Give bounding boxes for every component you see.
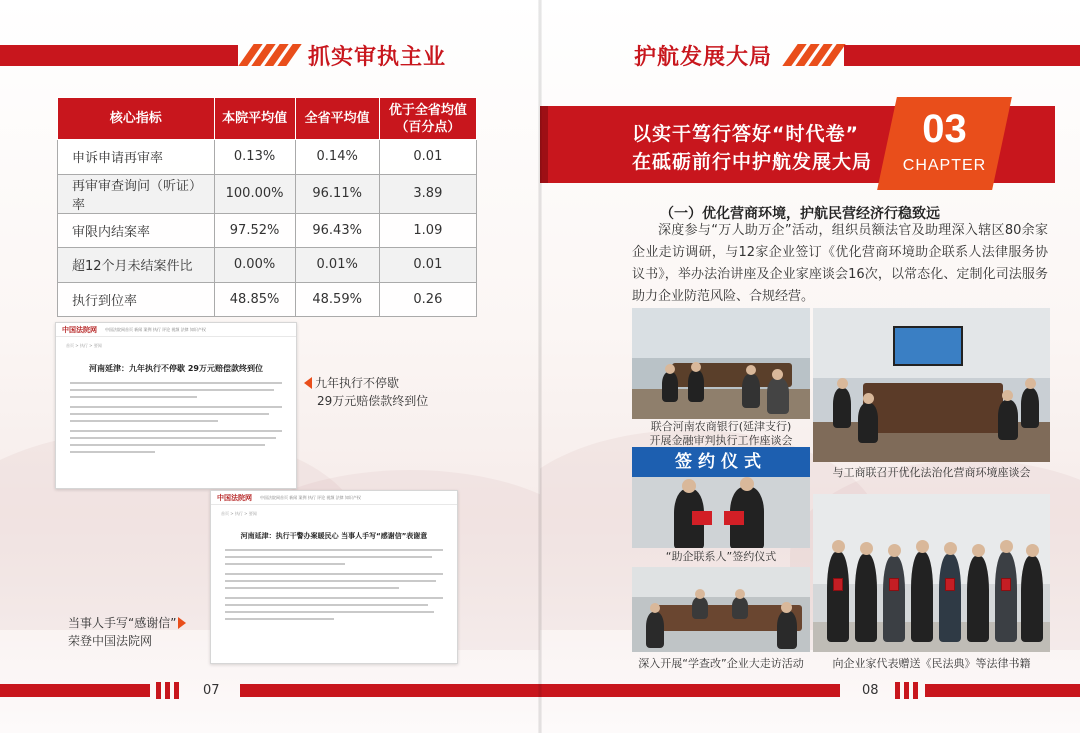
court-value: 48.85% — [214, 282, 295, 317]
chapter-title-line: 在砥砺前行中护航发展大局 — [632, 151, 873, 173]
table-header: 优于全省均值（百分点） — [379, 98, 476, 140]
metric-name: 再审审查询问（听证）率 — [58, 174, 215, 213]
right-page — [540, 0, 1080, 733]
caption-line: 荣登中国法院网 — [68, 634, 153, 648]
header-stripes — [246, 44, 294, 66]
group-photo — [813, 494, 1050, 652]
page-number: 07 — [203, 683, 220, 698]
table-row — [58, 248, 477, 283]
province-value: 0.01% — [295, 248, 379, 283]
province-value: 48.59% — [295, 282, 379, 317]
table-row — [58, 140, 477, 175]
province-value: 96.11% — [295, 174, 379, 213]
photo-caption — [632, 420, 810, 448]
caption-line: 29万元赔偿款终到位 — [317, 394, 429, 408]
footer-bars — [156, 682, 179, 699]
article-screenshot — [210, 490, 458, 664]
site-logo: 中国法院网 — [217, 492, 252, 502]
article-body — [211, 541, 457, 620]
metric-name: 审限内结案率 — [58, 213, 215, 248]
court-value: 100.00% — [214, 174, 295, 213]
diff-value: 1.09 — [379, 213, 476, 248]
province-value: 96.43% — [295, 213, 379, 248]
page-number: 08 — [862, 683, 879, 698]
chapter-title-line: 以实干笃行答好“时代卷” — [632, 123, 859, 145]
photo-caption: 与工商联召开优化法治化营商环境座谈会 — [832, 466, 1031, 479]
metric-name: 超12个月未结案件比 — [58, 248, 215, 283]
article1-caption — [315, 374, 428, 410]
article-body — [56, 374, 296, 453]
footer-band — [925, 684, 1080, 697]
site-nav: 中国法院网首页 新闻 案例 执行 评论 视频 法律 知识产权 — [260, 494, 361, 500]
table-row — [58, 213, 477, 248]
page-title: 抓实审执主业 — [308, 45, 447, 70]
caption-line: 当事人手写“感谢信” — [68, 616, 177, 630]
body-paragraph: 深度参与“万人助万企”活动，组织员额法官及助理深入辖区80余家企业走访调研，与12家企业签订《优化营商环境助企联系人法律服务协议书》，举办法治讲座及企业家座谈会16次，以常态化、定制化司法服务助力企业防范风险、合规经营。 — [632, 223, 1048, 304]
article-title: 河南延津：执行干警办案暖民心 当事人手写“感谢信”表谢意 — [240, 532, 428, 540]
metric-name: 执行到位率 — [58, 282, 215, 317]
conference-photo — [813, 308, 1050, 462]
diff-value: 0.01 — [379, 140, 476, 175]
table-row — [58, 174, 477, 213]
photo-caption: 深入开展“学查改”企业大走访活动 — [638, 657, 804, 670]
site-nav: 中国法院网首页 新闻 案例 执行 评论 视频 法律 知识产权 — [105, 326, 206, 332]
court-value: 0.13% — [214, 140, 295, 175]
article-nav-bar — [56, 323, 296, 337]
caption-line: 开展金融审判执行工作座谈会 — [649, 434, 793, 447]
article2-caption — [68, 614, 176, 650]
caption-line: 联合河南农商银行(延津支行) — [650, 420, 792, 433]
breadcrumb: 首页 > 执行 > 要闻 — [66, 343, 102, 348]
footer-bars — [895, 682, 918, 699]
province-value: 0.14% — [295, 140, 379, 175]
table-header: 全省平均值 — [295, 98, 379, 140]
table-header: 本院平均值 — [214, 98, 295, 140]
section-heading: （一）优化营商环境，护航民营经济行稳致远 — [660, 206, 940, 222]
visit-photo — [632, 567, 810, 652]
article-nav-bar — [211, 491, 457, 505]
diff-value: 0.01 — [379, 248, 476, 283]
footer-band — [0, 684, 150, 697]
article-title: 河南延津：九年执行不停歇 29万元赔偿款终到位 — [89, 364, 263, 373]
site-logo: 中国法院网 — [62, 324, 97, 334]
chapter-number: 03 — [922, 107, 967, 151]
footer-band — [240, 684, 540, 697]
header-band — [0, 45, 238, 66]
page-title: 护航发展大局 — [634, 45, 773, 70]
article-screenshot — [55, 322, 297, 489]
diff-value: 0.26 — [379, 282, 476, 317]
caption-line: 九年执行不停歇 — [315, 376, 400, 390]
caption-pointer — [178, 617, 186, 629]
diff-value: 3.89 — [379, 174, 476, 213]
footer-band — [540, 684, 840, 697]
header-band — [844, 45, 1080, 66]
metric-name: 申诉申请再审率 — [58, 140, 215, 175]
signing-photo — [632, 447, 810, 548]
court-value: 97.52% — [214, 213, 295, 248]
book-spine — [538, 0, 542, 733]
table-header: 核心指标 — [58, 98, 215, 140]
table-header-row — [58, 98, 477, 140]
header-stripes — [790, 44, 838, 66]
photo-caption: “助企联系人”签约仪式 — [665, 550, 777, 563]
photo-caption: 向企业家代表赠送《民法典》等法律书籍 — [832, 657, 1031, 670]
signing-banner: 签约仪式 — [632, 447, 810, 477]
caption-pointer — [304, 377, 312, 389]
breadcrumb: 首页 > 执行 > 要闻 — [221, 511, 257, 516]
core-metrics-table — [57, 97, 477, 317]
table-row — [58, 282, 477, 317]
court-value: 0.00% — [214, 248, 295, 283]
meeting-photo — [632, 308, 810, 419]
chapter-word: CHAPTER — [902, 157, 987, 174]
